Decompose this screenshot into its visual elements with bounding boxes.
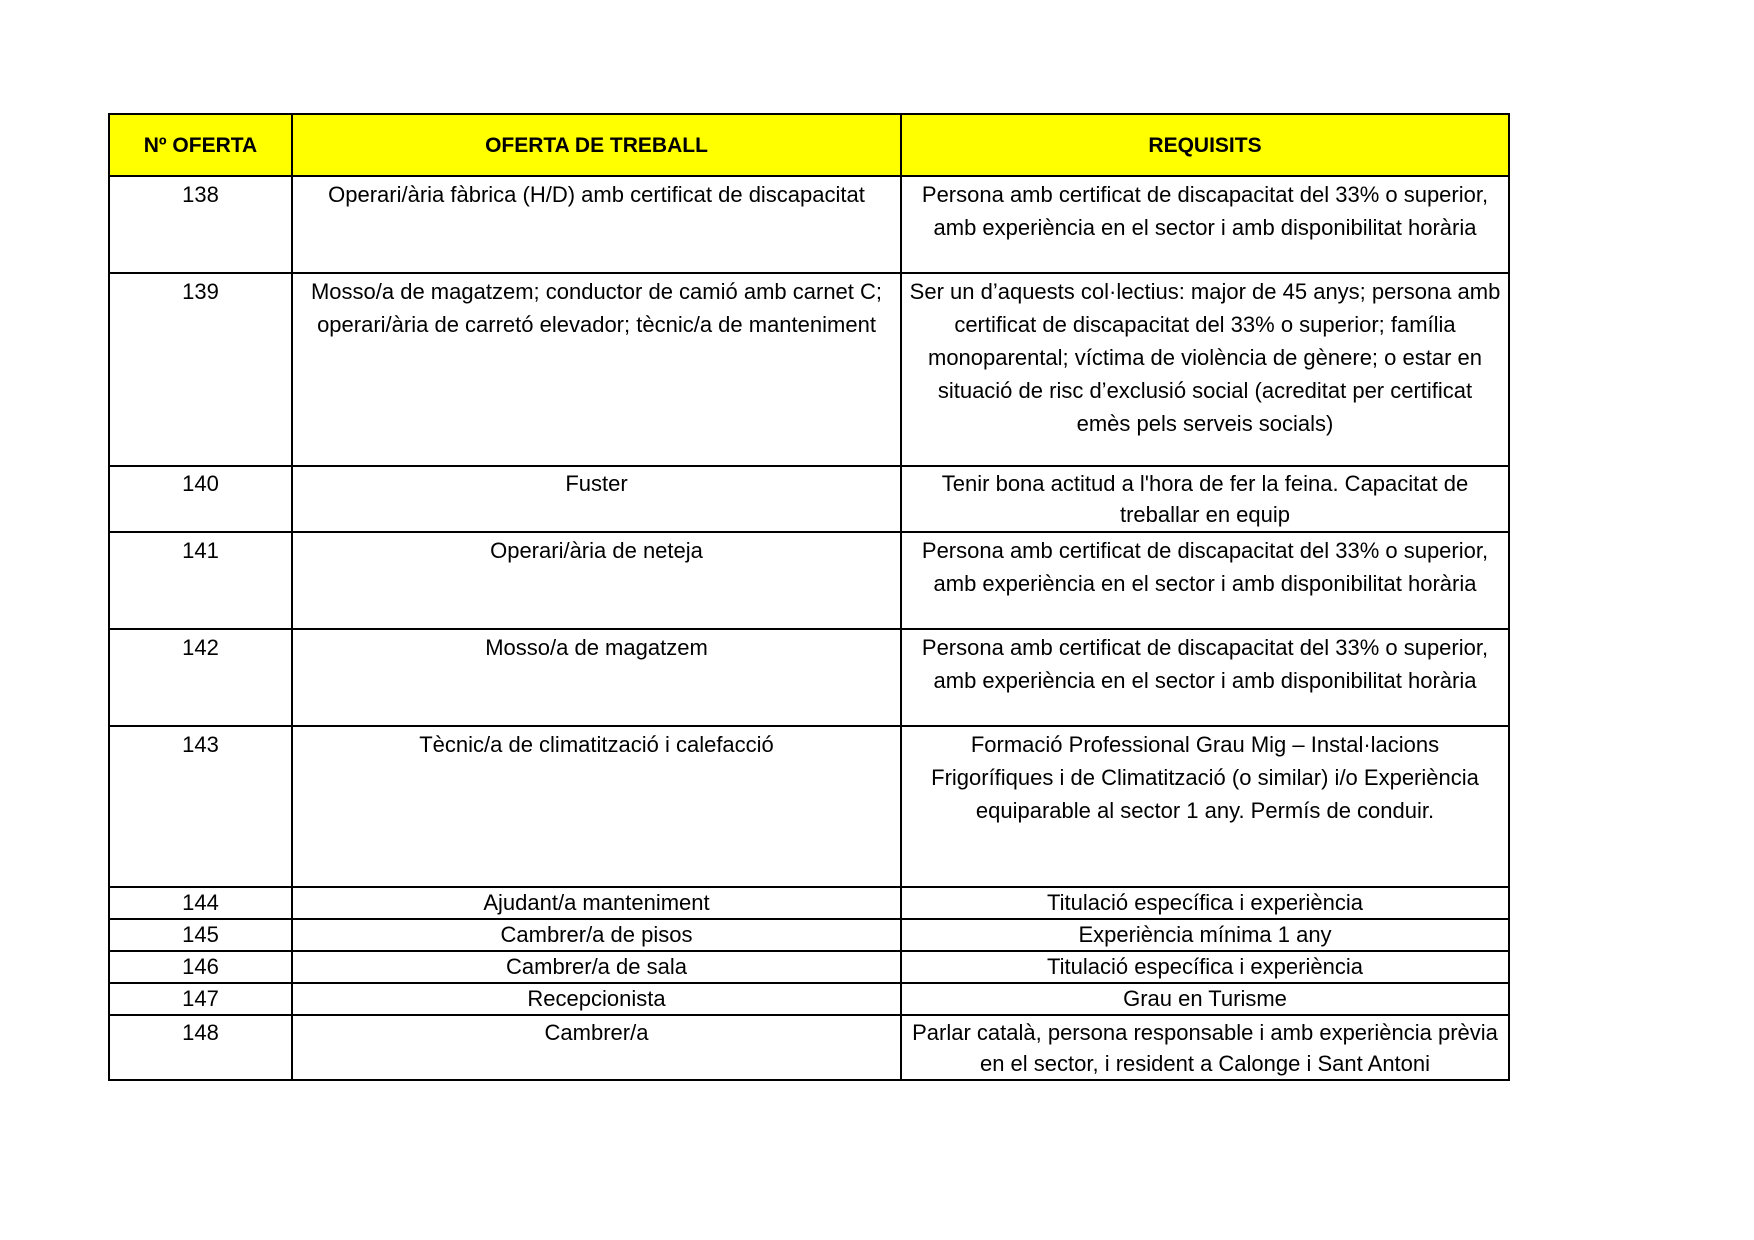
- offer-requirements: Tenir bona actitud a l'hora de fer la feina. Capacitat de treballar en equip: [901, 466, 1509, 532]
- offer-requirements: Titulació específica i experiència: [901, 951, 1509, 983]
- offer-number: 141: [109, 532, 292, 629]
- offer-requirements: Titulació específica i experiència: [901, 887, 1509, 919]
- table-row: [109, 951, 1509, 983]
- offer-title: Operari/ària fàbrica (H/D) amb certificat de discapacitat: [292, 176, 901, 273]
- offer-title: Ajudant/a manteniment: [292, 887, 901, 919]
- table-row: [109, 176, 1509, 273]
- table-row: [109, 466, 1509, 532]
- offer-title: Operari/ària de neteja: [292, 532, 901, 629]
- offer-title: Mosso/a de magatzem; conductor de camió amb carnet C; operari/ària de carretó elevador; tècnic/a de manteniment: [292, 273, 901, 466]
- offer-title: Cambrer/a de pisos: [292, 919, 901, 951]
- table-row: [109, 273, 1509, 466]
- offer-requirements: Persona amb certificat de discapacitat del 33% o superior, amb experiència en el sector i amb disponibilitat horària: [901, 176, 1509, 273]
- offer-requirements: Formació Professional Grau Mig – Instal·lacions Frigorífiques i de Climatització (o similar) i/o Experiència equiparable al sector 1 any. Permís de conduir.: [901, 726, 1509, 887]
- offer-number: 146: [109, 951, 292, 983]
- job-offers-table: [108, 113, 1510, 1081]
- header-offer-number: Nº OFERTA: [109, 114, 292, 176]
- offer-number: 144: [109, 887, 292, 919]
- header-requirements: REQUISITS: [901, 114, 1509, 176]
- offer-requirements: Parlar català, persona responsable i amb experiència prèvia en el sector, i resident a Calonge i Sant Antoni: [901, 1015, 1509, 1080]
- header-job-offer: OFERTA DE TREBALL: [292, 114, 901, 176]
- offer-number: 138: [109, 176, 292, 273]
- table-row: [109, 983, 1509, 1015]
- offer-number: 139: [109, 273, 292, 466]
- table-header-row: [109, 114, 1509, 176]
- table-row: [109, 919, 1509, 951]
- offer-requirements: Persona amb certificat de discapacitat del 33% o superior, amb experiència en el sector i amb disponibilitat horària: [901, 532, 1509, 629]
- offer-title: Tècnic/a de climatització i calefacció: [292, 726, 901, 887]
- job-offers-sheet: [108, 113, 1508, 1081]
- table-row: [109, 1015, 1509, 1080]
- offer-number: 145: [109, 919, 292, 951]
- offer-number: 140: [109, 466, 292, 532]
- table-row: [109, 532, 1509, 629]
- offer-title: Cambrer/a de sala: [292, 951, 901, 983]
- offer-title: Fuster: [292, 466, 901, 532]
- offer-number: 142: [109, 629, 292, 726]
- table-row: [109, 726, 1509, 887]
- offer-title: Cambrer/a: [292, 1015, 901, 1080]
- offer-title: Recepcionista: [292, 983, 901, 1015]
- offer-requirements: Experiència mínima 1 any: [901, 919, 1509, 951]
- offer-number: 147: [109, 983, 292, 1015]
- table-row: [109, 887, 1509, 919]
- offer-requirements: Persona amb certificat de discapacitat del 33% o superior, amb experiència en el sector i amb disponibilitat horària: [901, 629, 1509, 726]
- table-row: [109, 629, 1509, 726]
- offer-number: 148: [109, 1015, 292, 1080]
- offer-requirements: Grau en Turisme: [901, 983, 1509, 1015]
- offer-requirements: Ser un d’aquests col·lectius: major de 45 anys; persona amb certificat de discapacitat del 33% o superior; família monoparental; víctima de violència de gènere; o estar en situació de risc d’exclusió social (acreditat per certificat emès pels serveis socials): [901, 273, 1509, 466]
- offer-number: 143: [109, 726, 292, 887]
- offer-title: Mosso/a de magatzem: [292, 629, 901, 726]
